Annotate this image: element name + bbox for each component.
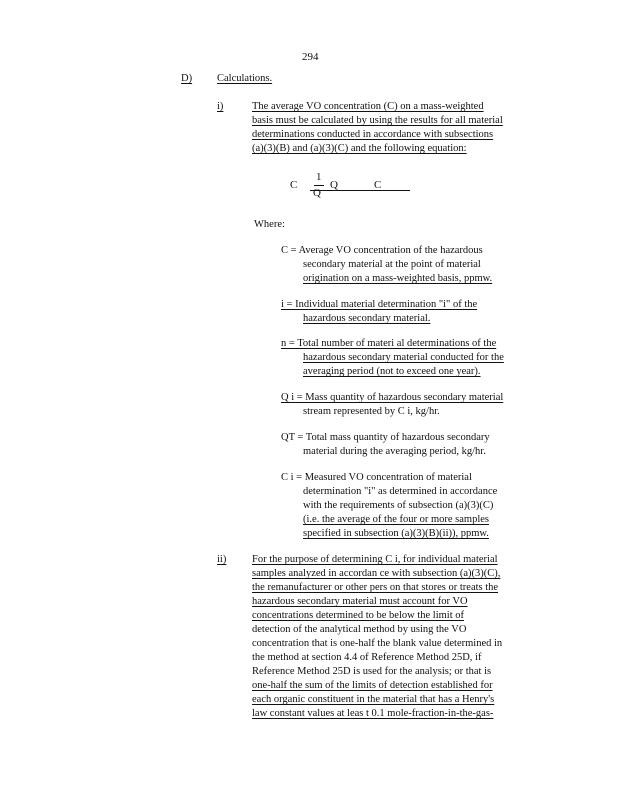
paragraph-line: Reference Method 25D is used for the analysis; or that is (252, 666, 492, 677)
equation-underline (310, 190, 410, 191)
definition-line: averaging period (not to exceed one year). (303, 366, 481, 377)
definition-c (281, 244, 543, 286)
equation-q: Q (330, 179, 338, 191)
equation (290, 168, 430, 204)
paragraph-line: one-half the sum of the limits of detection established for (252, 680, 493, 691)
equation-denominator: Q (313, 187, 321, 199)
paragraph-line: concentration that is one-half the blank value determined in (252, 638, 503, 649)
definition-line: origination on a mass-weighted basis, ppmw. (303, 273, 493, 284)
paragraph-line: samples analyzed in accordan ce with subsection (a)(3)(C), (252, 568, 501, 579)
definition-i (281, 298, 543, 326)
paragraph-line: detection of the analytical method by using the VO (252, 624, 467, 635)
equation-c-right: C (374, 179, 382, 191)
paragraph-line: the remanufacturer or other pers on that stores or treats the (252, 582, 499, 593)
section-letter: D) (181, 73, 193, 84)
paragraph-line: determinations conducted in accordance with subsections (252, 129, 494, 140)
definition-line: stream represented by C i, kg/hr. (303, 406, 440, 417)
definition-line: hazardous secondary material. (303, 313, 431, 324)
equation-numerator: 1 (316, 171, 322, 183)
paragraph-ii (252, 553, 542, 721)
definition-head: Q i = Mass quantity of hazardous secondary material (281, 392, 504, 403)
paragraph-line: (a)(3)(B) and (a)(3)(C) and the following equation: (252, 143, 467, 154)
paragraph-line: The average VO concentration (C) on a mass-weighted (252, 101, 484, 112)
definition-head: QT = Total mass quantity of hazardous secondary (281, 432, 490, 443)
definition-line: (i.e. the average of the four or more samples (303, 514, 490, 525)
definition-n (281, 337, 543, 379)
paragraph-line: law constant values at leas t 0.1 mole-fraction-in-the-gas- (252, 708, 494, 719)
definition-line: material during the averaging period, kg/hr. (303, 446, 486, 457)
paragraph-line: hazardous secondary material must account for VO (252, 596, 468, 607)
definition-line: specified in subsection (a)(3)(B)(ii)), ppmw. (303, 528, 489, 539)
item-label-ii: ii) (217, 554, 227, 565)
page-number: 294 (302, 51, 319, 63)
paragraph-line: each organic constituent in the material that has a Henry's (252, 694, 495, 705)
where-label: Where: (254, 219, 285, 230)
paragraph-line: For the purpose of determining C i, for individual material (252, 554, 498, 565)
definition-head: n = Total number of materi al determinations of the (281, 338, 497, 349)
definition-head: C i = Measured VO concentration of material (281, 472, 472, 483)
definition-qi (281, 391, 543, 419)
paragraph-line: concentrations determined to be below the limit of (252, 610, 464, 621)
equation-c-left: C (290, 179, 298, 191)
paragraph-line: the method at section 4.4 of Reference Method 25D, if (252, 652, 482, 663)
definition-head: i = Individual material determination "i" of the (281, 299, 478, 310)
definition-head: C = Average VO concentration of the hazardous (281, 245, 483, 256)
definition-line: secondary material at the point of material (303, 259, 481, 270)
paragraph-i (252, 100, 542, 156)
section-title: Calculations. (217, 73, 273, 84)
definition-line: determination "i" as determined in accordance (303, 486, 498, 497)
definition-line: hazardous secondary material conducted for the (303, 352, 504, 363)
definition-ci (281, 471, 543, 541)
item-label-i: i) (217, 101, 224, 112)
paragraph-line: basis must be calculated by using the results for all material (252, 115, 503, 126)
definition-line: with the requirements of subsection (a)(3)(C) (303, 500, 494, 511)
definition-qt (281, 431, 543, 459)
